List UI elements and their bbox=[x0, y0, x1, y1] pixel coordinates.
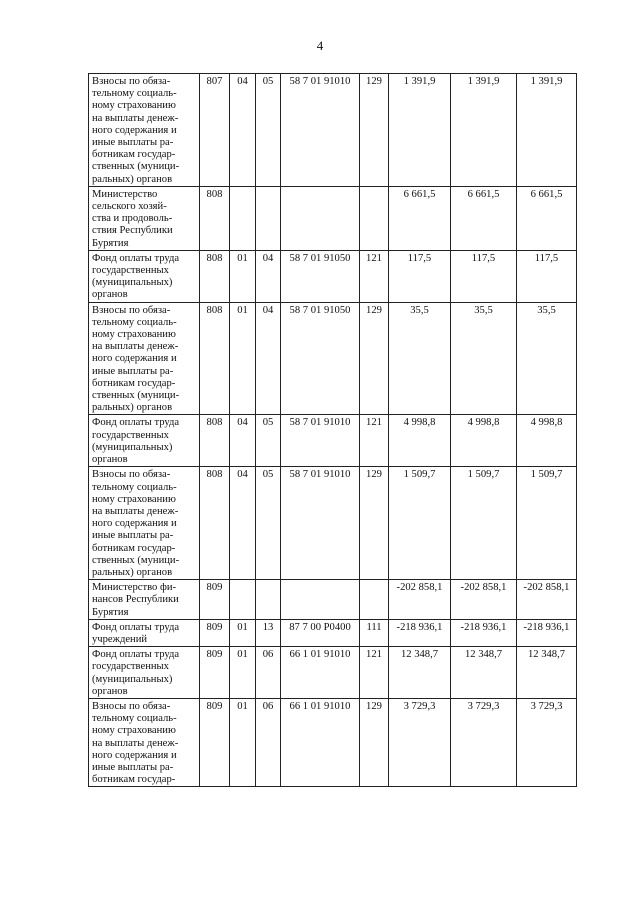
cell-subsection: 04 bbox=[256, 250, 281, 302]
cell-amount-3: 1 509,7 bbox=[517, 467, 577, 580]
cell-amount-2: 117,5 bbox=[451, 250, 517, 302]
cell-section: 04 bbox=[230, 415, 256, 467]
cell-target-article: 58 7 01 91050 bbox=[281, 250, 360, 302]
cell-ministry-code: 808 bbox=[200, 186, 230, 250]
table-row bbox=[89, 467, 577, 580]
cell-target-article: 66 1 01 91010 bbox=[281, 647, 360, 699]
cell-amount-3: 4 998,8 bbox=[517, 415, 577, 467]
cell-subsection bbox=[256, 186, 281, 250]
table-row bbox=[89, 250, 577, 302]
cell-name: Взносы по обяза- тельному социаль- ному страхованию на выплаты денеж- ного содержания и иные выплаты ра- ботникам государ- ственных (муници- pальных) органов bbox=[89, 467, 200, 580]
table-row bbox=[89, 415, 577, 467]
table-row bbox=[89, 302, 577, 415]
cell-amount-1: 1 509,7 bbox=[389, 467, 451, 580]
cell-amount-1: -202 858,1 bbox=[389, 580, 451, 620]
cell-section: 01 bbox=[230, 647, 256, 699]
cell-name: Взносы по обяза- тельному социаль- ному страхованию на выплаты денеж- ного содержания и иные выплаты ра- ботникам государ- ственных (муници- pальных) органов bbox=[89, 74, 200, 187]
cell-target-article: 66 1 01 91010 bbox=[281, 698, 360, 786]
cell-amount-3: 117,5 bbox=[517, 250, 577, 302]
cell-amount-1: 6 661,5 bbox=[389, 186, 451, 250]
cell-section: 04 bbox=[230, 74, 256, 187]
table-row bbox=[89, 619, 577, 646]
cell-amount-2: 1 391,9 bbox=[451, 74, 517, 187]
cell-target-article: 58 7 01 91010 bbox=[281, 415, 360, 467]
cell-amount-2: 1 509,7 bbox=[451, 467, 517, 580]
cell-ministry-code: 808 bbox=[200, 302, 230, 415]
cell-ministry-code: 808 bbox=[200, 250, 230, 302]
cell-target-article: 58 7 01 91010 bbox=[281, 467, 360, 580]
cell-subsection: 05 bbox=[256, 467, 281, 580]
cell-section: 04 bbox=[230, 467, 256, 580]
cell-amount-1: 12 348,7 bbox=[389, 647, 451, 699]
cell-name: Фонд оплаты труда государственных (муниципальных) органов bbox=[89, 647, 200, 699]
table-row bbox=[89, 186, 577, 250]
table-row bbox=[89, 647, 577, 699]
cell-target-article bbox=[281, 186, 360, 250]
cell-ministry-code: 807 bbox=[200, 74, 230, 187]
table-row bbox=[89, 74, 577, 187]
cell-section: 01 bbox=[230, 698, 256, 786]
cell-name: Фонд оплаты труда государственных (муниципальных) органов bbox=[89, 415, 200, 467]
cell-section: 01 bbox=[230, 302, 256, 415]
cell-name: Министерство фи- нансов Республики Бурятия bbox=[89, 580, 200, 620]
cell-amount-3: -202 858,1 bbox=[517, 580, 577, 620]
cell-amount-1: 4 998,8 bbox=[389, 415, 451, 467]
cell-ministry-code: 808 bbox=[200, 467, 230, 580]
cell-amount-2: -218 936,1 bbox=[451, 619, 517, 646]
cell-subsection: 06 bbox=[256, 647, 281, 699]
cell-amount-1: 35,5 bbox=[389, 302, 451, 415]
cell-expense-type: 121 bbox=[360, 250, 389, 302]
cell-target-article: 58 7 01 91050 bbox=[281, 302, 360, 415]
cell-amount-3: 1 391,9 bbox=[517, 74, 577, 187]
cell-amount-2: 3 729,3 bbox=[451, 698, 517, 786]
table-row bbox=[89, 698, 577, 786]
cell-amount-1: 3 729,3 bbox=[389, 698, 451, 786]
cell-section: 01 bbox=[230, 250, 256, 302]
cell-amount-1: 1 391,9 bbox=[389, 74, 451, 187]
cell-section bbox=[230, 186, 256, 250]
cell-name: Взносы по обяза- тельному социаль- ному страхованию на выплаты денеж- ного содержания и иные выплаты ра- ботникам государ- bbox=[89, 698, 200, 786]
cell-name: Фонд оплаты труда государственных (муниципальных) органов bbox=[89, 250, 200, 302]
cell-subsection: 13 bbox=[256, 619, 281, 646]
cell-amount-3: -218 936,1 bbox=[517, 619, 577, 646]
cell-amount-2: 6 661,5 bbox=[451, 186, 517, 250]
cell-ministry-code: 808 bbox=[200, 415, 230, 467]
cell-amount-3: 35,5 bbox=[517, 302, 577, 415]
cell-expense-type: 129 bbox=[360, 467, 389, 580]
cell-expense-type bbox=[360, 580, 389, 620]
cell-amount-1: -218 936,1 bbox=[389, 619, 451, 646]
cell-expense-type: 121 bbox=[360, 647, 389, 699]
cell-amount-3: 3 729,3 bbox=[517, 698, 577, 786]
cell-name: Фонд оплаты труда учреждений bbox=[89, 619, 200, 646]
cell-target-article bbox=[281, 580, 360, 620]
cell-subsection: 05 bbox=[256, 415, 281, 467]
cell-expense-type bbox=[360, 186, 389, 250]
cell-section: 01 bbox=[230, 619, 256, 646]
cell-target-article: 87 7 00 Р0400 bbox=[281, 619, 360, 646]
cell-subsection bbox=[256, 580, 281, 620]
cell-target-article: 58 7 01 91010 bbox=[281, 74, 360, 187]
cell-section bbox=[230, 580, 256, 620]
cell-amount-3: 12 348,7 bbox=[517, 647, 577, 699]
table-body bbox=[89, 74, 577, 787]
page-number: 4 bbox=[316, 38, 324, 53]
cell-amount-2: 12 348,7 bbox=[451, 647, 517, 699]
cell-name: Министерство сельского хозяй- ства и продоволь- ствия Республики Бурятия bbox=[89, 186, 200, 250]
cell-ministry-code: 809 bbox=[200, 647, 230, 699]
cell-expense-type: 129 bbox=[360, 698, 389, 786]
cell-name: Взносы по обяза- тельному социаль- ному страхованию на выплаты денеж- ного содержания и иные выплаты ра- ботникам государ- ственных (муници- pальных) органов bbox=[89, 302, 200, 415]
budget-table bbox=[88, 73, 577, 787]
cell-ministry-code: 809 bbox=[200, 580, 230, 620]
cell-expense-type: 129 bbox=[360, 302, 389, 415]
cell-subsection: 04 bbox=[256, 302, 281, 415]
cell-subsection: 06 bbox=[256, 698, 281, 786]
cell-expense-type: 121 bbox=[360, 415, 389, 467]
cell-amount-3: 6 661,5 bbox=[517, 186, 577, 250]
cell-amount-2: -202 858,1 bbox=[451, 580, 517, 620]
cell-ministry-code: 809 bbox=[200, 698, 230, 786]
cell-ministry-code: 809 bbox=[200, 619, 230, 646]
cell-amount-2: 35,5 bbox=[451, 302, 517, 415]
cell-subsection: 05 bbox=[256, 74, 281, 187]
cell-expense-type: 129 bbox=[360, 74, 389, 187]
cell-amount-1: 117,5 bbox=[389, 250, 451, 302]
cell-expense-type: 111 bbox=[360, 619, 389, 646]
cell-amount-2: 4 998,8 bbox=[451, 415, 517, 467]
table-row bbox=[89, 580, 577, 620]
